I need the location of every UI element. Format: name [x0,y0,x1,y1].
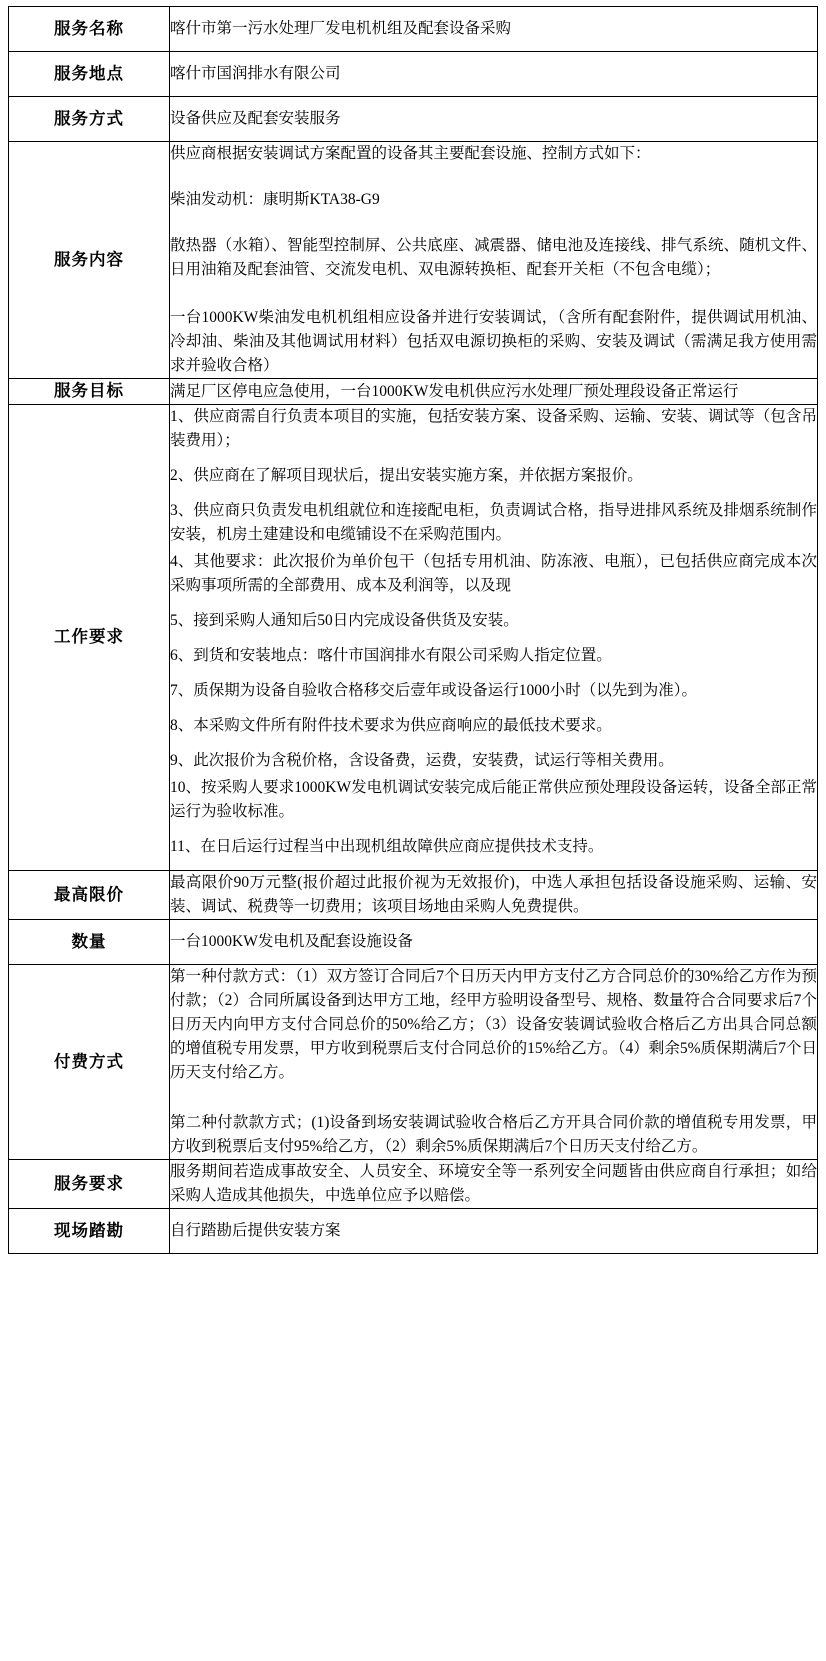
row-value [170,379,818,405]
row-label: 服务名称 [9,7,170,52]
row-value [170,920,818,965]
table-row [9,965,818,1160]
row-value [170,7,818,52]
row-label: 付费方式 [9,965,170,1160]
row-value [170,52,818,97]
table-row [9,871,818,920]
paragraph: 7、质保期为设备自验收合格移交后壹年或设备运行1000小时（以先到为准）。 [170,682,698,700]
table-row [9,7,818,52]
paragraph: 9、此次报价为含税价格，含设备费，运费，安装费，试运行等相关费用。 [170,752,674,770]
row-label: 工作要求 [9,404,170,870]
paragraph: 10、按采购人要求1000KW发电机调试安装完成后能正常供应预处理段设备运转，设备全部正常运行为验收标准。 [170,779,817,821]
row-value [170,404,818,870]
paragraph: 喀什市国润排水有限公司 [170,65,341,83]
paragraph: 最高限价90万元整(报价超过此报价视为无效报价)，中选人承担包括设备设施采购、运输、安装、调试、税费等一切费用；该项目场地由采购人免费提供。 [170,874,817,916]
table-row [9,404,818,870]
paragraph: 自行踏勘后提供安装方案 [170,1222,341,1240]
row-value [170,965,818,1160]
table-row [9,142,818,379]
paragraph: 11、在日后运行过程当中出现机组故障供应商应提供技术支持。 [170,838,604,856]
row-label: 服务方式 [9,97,170,142]
paragraph: 第一种付款方式：（1）双方签订合同后7个日历天内甲方支付乙方合同总价的30%给乙方作为预付款；（2）合同所属设备到达甲方工地，经甲方验明设备型号、规格、数量符合合同要求后7个日历天内向甲方支付合同总价的50%给乙方；（3）设备安装调试验收合格后乙方出具合同总额的增值税专用发票，甲方收到税票后支付合同总价的15%给乙方。（4）剩余5%质保期满后7个日历天支付给乙方。 [170,968,817,1082]
row-label: 服务要求 [9,1160,170,1209]
paragraph: 设备供应及配套安装服务 [170,110,341,128]
row-value [170,97,818,142]
table-row [9,1160,818,1209]
row-value [170,1209,818,1254]
row-value [170,142,818,379]
table-row [9,1209,818,1254]
paragraph: 8、本采购文件所有附件技术要求为供应商响应的最低技术要求。 [170,717,612,735]
paragraph: 散热器（水箱）、智能型控制屏、公共底座、减震器、储电池及连接线、排气系统、随机文件、日用油箱及配套油管、交流发电机、双电源转换柜、配套开关柜（不包含电缆）； [170,237,817,279]
row-label: 数量 [9,920,170,965]
paragraph: 2、供应商在了解项目现状后，提出安装实施方案，并依据方案报价。 [170,466,643,484]
paragraph: 1、供应商需自行负责本项目的实施，包括安装方案、设备采购、运输、安装、调试等（包含吊装费用）； [170,407,817,449]
row-label: 服务地点 [9,52,170,97]
table-row [9,52,818,97]
paragraph: 满足厂区停电应急使用，一台1000KW发电机供应污水处理厂预处理段设备正常运行 [170,382,739,400]
table-row [9,379,818,405]
table-row [9,97,818,142]
paragraph: 5、接到采购人通知后50日内完成设备供货及安装。 [170,612,519,630]
paragraph: 6、到货和安装地点：喀什市国润排水有限公司采购人指定位置。 [170,647,612,665]
row-label: 现场踏勘 [9,1209,170,1254]
paragraph: 第二种付款款方式；(1)设备到场安装调试验收合格后乙方开具合同价款的增值税专用发票，甲方收到税票后支付95%给乙方，（2）剩余5%质保期满后7个日历天支付给乙方。 [170,1114,817,1156]
service-spec-table [8,6,818,1254]
paragraph: 服务期间若造成事故安全、人员安全、环境安全等一系列安全问题皆由供应商自行承担；如给采购人造成其他损失，中选单位应予以赔偿。 [170,1163,817,1205]
row-label: 服务内容 [9,142,170,379]
row-label: 服务目标 [9,379,170,405]
paragraph: 3、供应商只负责发电机组就位和连接配电柜，负责调试合格，指导进排风系统及排烟系统制作安装，机房土建建设和电缆铺设不在采购范围内。 [170,501,817,543]
table-row [9,920,818,965]
paragraph: 喀什市第一污水处理厂发电机机组及配套设备采购 [170,20,512,37]
paragraph: 一台1000KW柴油发电机机组相应设备并进行安装调试，（含所有配套附件，提供调试用机油、冷却油、柴油及其他调试用材料）包括双电源切换柜的采购、安装及调试（需满足我方使用需求并验收合格） [170,309,817,375]
row-value [170,1160,818,1209]
row-value [170,871,818,920]
row-label: 最高限价 [9,871,170,920]
paragraph: 4、其他要求：此次报价为单价包干（包括专用机油、防冻液、电瓶），已包括供应商完成本次采购事项所需的全部费用、成本及利润等，以及现 [170,552,817,594]
paragraph: 供应商根据安装调试方案配置的设备其主要配套设施、控制方式如下： [170,145,651,163]
paragraph: 一台1000KW发电机及配套设施设备 [170,933,413,951]
paragraph: 柴油发动机：康明斯KTA38-G9 [170,191,380,209]
